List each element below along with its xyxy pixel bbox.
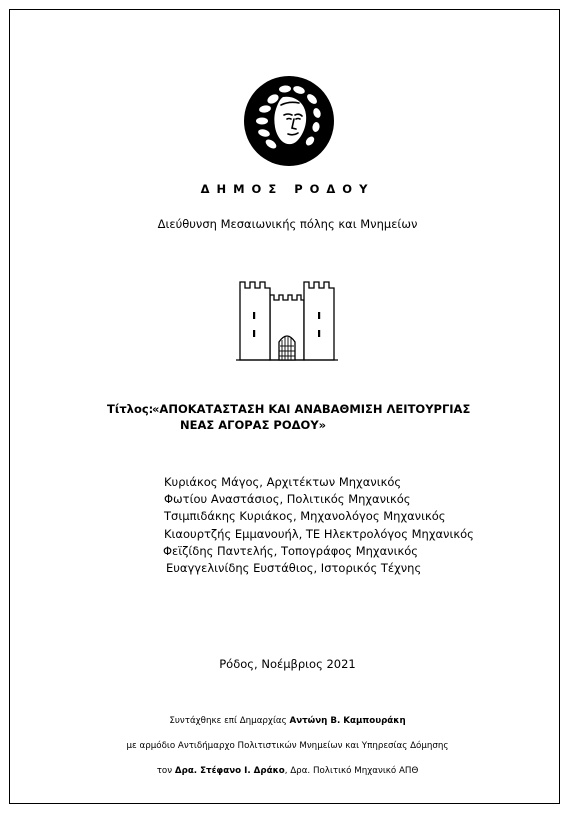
project-title-line-2: ΝΕΑΣ ΑΓΟΡΑΣ ΡΟΔΟΥ» xyxy=(180,418,327,432)
author-item: Κυριάκος Μάγος, Αρχιτέκτων Μηχανικός xyxy=(164,475,402,489)
credit-line-mayor xyxy=(0,716,575,726)
author-item: Φεϊζίδης Παντελής, Τοπογράφος Μηχανικός xyxy=(163,543,419,558)
credit-prefix: τον xyxy=(156,766,175,776)
author-item: Ευαγγελινίδης Ευστάθιος, Ιστορικός Τέχνης xyxy=(166,561,422,576)
author-item: Τσιμπιδάκης Κυριάκος, Μηχανολόγος Μηχανικός xyxy=(164,509,446,524)
mayor-name: Αντώνη Β. Καμπουράκη xyxy=(289,716,406,726)
credit-line-deputy: με αρμόδιο Αντιδήμαρχο Πολιτιστικών Μνημείων και Υπηρεσίας Δόμησης xyxy=(126,741,449,751)
author-item: Κιαουρτζής Εμμανουήλ, ΤΕ Ηλεκτρολόγος Μηχανικός xyxy=(164,526,474,541)
place-and-date: Ρόδος, Νοέμβριος 2021 xyxy=(219,657,356,671)
coin-head-emblem-icon xyxy=(243,75,335,167)
castle-icon xyxy=(236,280,338,362)
credit-prefix: Συντάχθηκε επί Δημαρχίας xyxy=(169,716,290,726)
department-name: Διεύθυνση Μεσαιωνικής πόλης και Μνημείων xyxy=(157,217,418,231)
organization-name: ΔΗΜΟΣ ΡΟΔΟΥ xyxy=(200,182,375,196)
credit-suffix: , Δρα. Πολιτικό Μηχανικό ΑΠΘ xyxy=(284,766,419,776)
title-label: Τίτλος: xyxy=(107,402,154,416)
author-item: Φωτίου Αναστάσιος, Πολιτικός Μηχανικός xyxy=(164,492,411,507)
deputy-name: Δρα. Στέφανο Ι. Δράκο xyxy=(174,766,285,776)
credit-line-deputy-name xyxy=(0,766,575,776)
authors-list xyxy=(164,474,474,577)
project-title-line-1: «ΑΠΟΚΑΤΑΣΤΑΣΗ ΚΑΙ ΑΝΑΒΑΘΜΙΣΗ ΛΕΙΤΟΥΡΓΙΑΣ xyxy=(152,402,471,416)
